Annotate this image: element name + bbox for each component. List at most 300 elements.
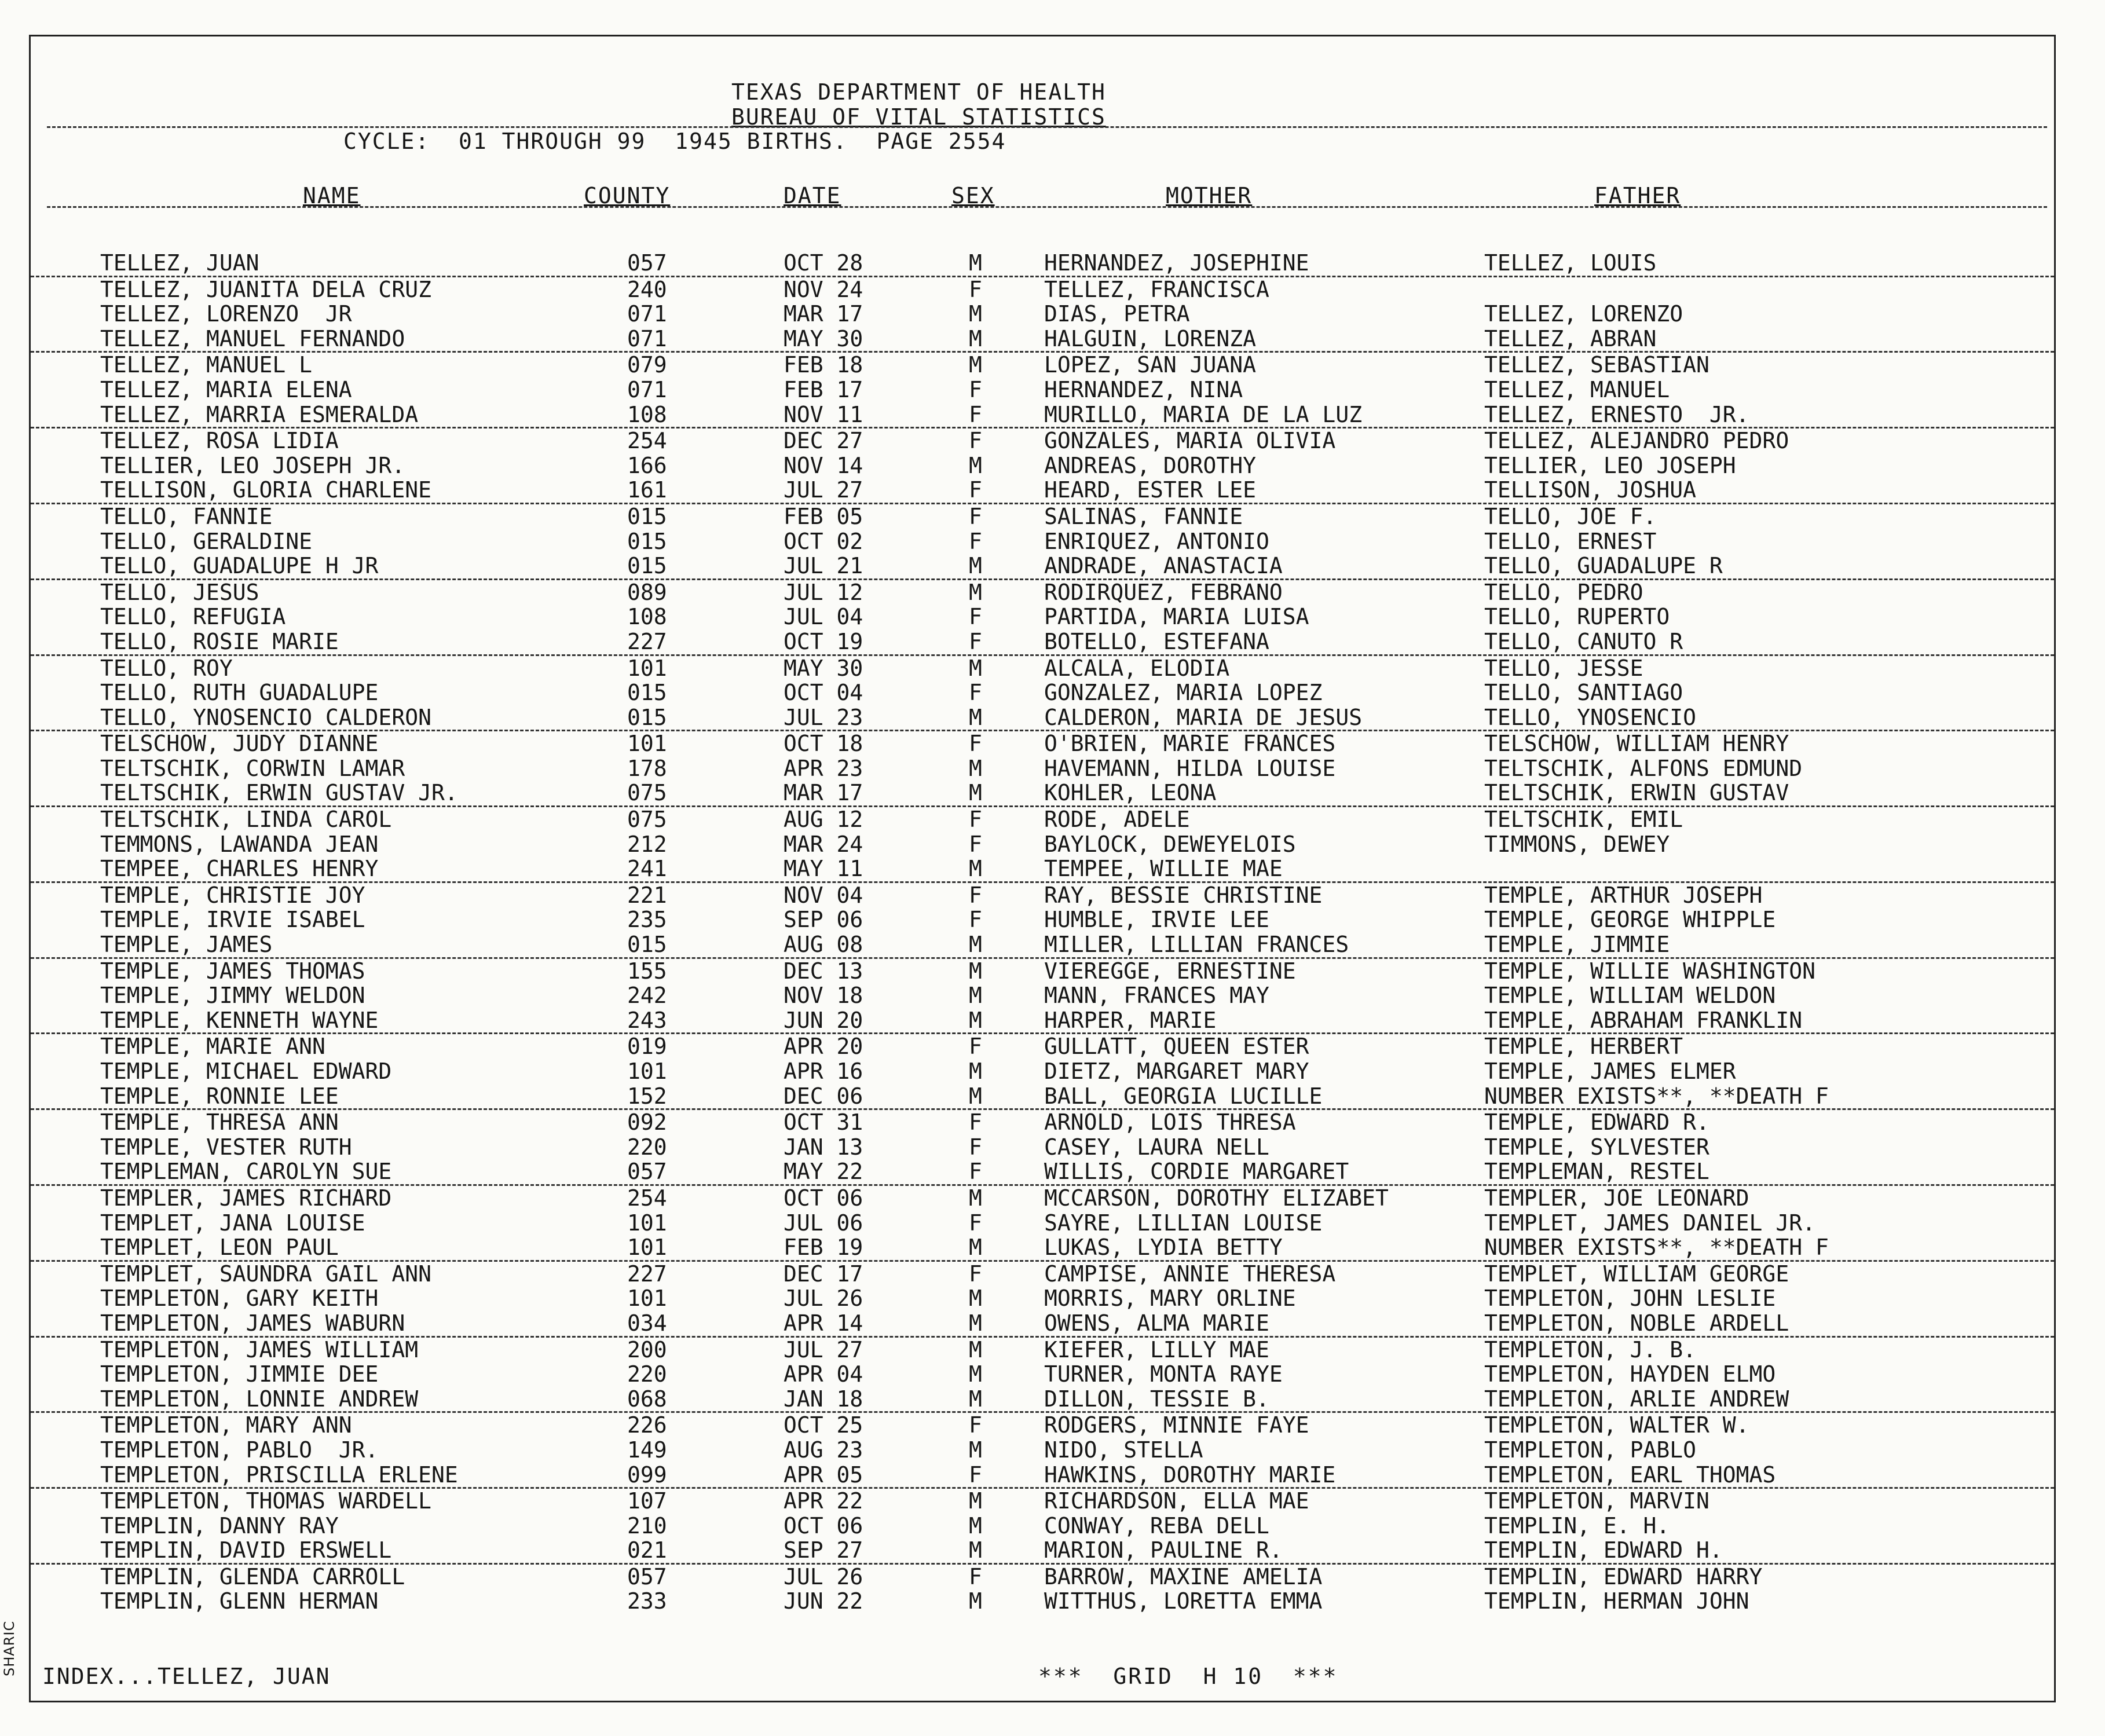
cell-name: TEMPLE, KENNETH WAYNE xyxy=(100,1007,379,1033)
cell-father: TEMPLETON, EARL THOMAS xyxy=(1484,1462,1776,1488)
table-row xyxy=(31,656,2054,681)
cell-name: TEMPLE, RONNIE LEE xyxy=(100,1083,339,1109)
cell-county: 071 xyxy=(627,325,667,351)
cell-mother: MCCARSON, DOROTHY ELIZABET xyxy=(1044,1185,1389,1211)
cell-name: TELLO, JESUS xyxy=(100,579,259,605)
cell-mother: TEMPEE, WILLIE MAE xyxy=(1044,856,1283,882)
cell-date: DEC 17 xyxy=(784,1261,863,1287)
cell-county: 235 xyxy=(627,907,667,933)
cell-date: MAR 24 xyxy=(784,831,863,857)
cell-sex: M xyxy=(969,755,982,781)
cell-date: OCT 28 xyxy=(784,250,863,276)
cell-sex: M xyxy=(969,856,982,882)
table-row xyxy=(31,781,2054,807)
cell-county: 178 xyxy=(627,755,667,781)
cell-sex: F xyxy=(969,1034,982,1060)
cell-sex: F xyxy=(969,1261,982,1287)
cell-mother: RODE, ADELE xyxy=(1044,807,1190,833)
cell-name: TEMPLET, JANA LOUISE xyxy=(100,1210,365,1236)
cell-father: TEMPLET, JAMES DANIEL JR. xyxy=(1484,1210,1815,1236)
cell-date: AUG 08 xyxy=(784,932,863,958)
column-header-county: COUNTY xyxy=(584,183,671,208)
cell-mother: MILLER, LILLIAN FRANCES xyxy=(1044,932,1349,958)
cell-date: MAY 22 xyxy=(784,1159,863,1185)
cell-father: TELLEZ, SEBASTIAN xyxy=(1484,352,1709,378)
cell-county: 233 xyxy=(627,1588,667,1614)
table-row xyxy=(31,605,2054,629)
table-row xyxy=(31,1135,2054,1160)
table-row xyxy=(31,1110,2054,1135)
cell-name: TELLIER, LEO JOSEPH JR. xyxy=(100,452,405,478)
cell-name: TEMPLE, IRVIE ISABEL xyxy=(100,907,365,933)
cell-mother: VIEREGGE, ERNESTINE xyxy=(1044,958,1296,984)
cell-county: 057 xyxy=(627,1159,667,1185)
cell-date: AUG 23 xyxy=(784,1437,863,1463)
cell-father: TEMPLEMAN, RESTEL xyxy=(1484,1159,1709,1185)
cell-county: 034 xyxy=(627,1310,667,1336)
table-row xyxy=(31,959,2054,984)
cell-name: TELLEZ, ROSA LIDIA xyxy=(100,428,339,454)
column-header-date: DATE xyxy=(784,183,841,208)
table-row xyxy=(31,807,2054,832)
cell-date: FEB 18 xyxy=(784,352,863,378)
cell-county: 101 xyxy=(627,655,667,681)
cell-county: 166 xyxy=(627,452,667,478)
cell-county: 101 xyxy=(627,731,667,757)
cell-date: OCT 18 xyxy=(784,731,863,757)
cell-sex: F xyxy=(969,1462,982,1488)
cell-sex: M xyxy=(969,1007,982,1033)
cell-county: 226 xyxy=(627,1412,667,1438)
cell-name: TELLEZ, MANUEL FERNANDO xyxy=(100,325,405,351)
cell-father: TEMPLE, WILLIE WASHINGTON xyxy=(1484,958,1815,984)
table-row xyxy=(31,1362,2054,1387)
cell-date: SEP 06 xyxy=(784,907,863,933)
cell-father: TELTSCHIK, ERWIN GUSTAV xyxy=(1484,780,1789,806)
cell-sex: F xyxy=(969,503,982,529)
cell-date: FEB 17 xyxy=(784,376,863,402)
cell-county: 015 xyxy=(627,528,667,554)
cell-father: TEMPLE, JAMES ELMER xyxy=(1484,1059,1736,1084)
cell-date: OCT 04 xyxy=(784,680,863,706)
cell-county: 015 xyxy=(627,503,667,529)
cell-county: 075 xyxy=(627,780,667,806)
table-row xyxy=(31,1008,2054,1035)
cell-sex: F xyxy=(969,831,982,857)
table-row xyxy=(31,1262,2054,1287)
cell-mother: HERNANDEZ, JOSEPHINE xyxy=(1044,250,1309,276)
cell-mother: BAYLOCK, DEWEYELOIS xyxy=(1044,831,1296,857)
cell-county: 220 xyxy=(627,1361,667,1387)
cell-sex: M xyxy=(969,1386,982,1412)
table-row xyxy=(31,428,2054,453)
cell-date: JUL 26 xyxy=(784,1563,863,1589)
cell-date: JUN 20 xyxy=(784,1007,863,1033)
table-row xyxy=(31,932,2054,959)
cell-father: TELTSCHIK, ALFONS EDMUND xyxy=(1484,755,1803,781)
cell-father: TEMPLETON, ARLIE ANDREW xyxy=(1484,1386,1789,1412)
cell-county: 015 xyxy=(627,553,667,579)
cell-county: 241 xyxy=(627,856,667,882)
birth-records-table xyxy=(31,251,2054,1614)
table-row xyxy=(31,1565,2054,1589)
cell-date: SEP 27 xyxy=(784,1537,863,1563)
cell-name: TEMPLIN, DAVID ERSWELL xyxy=(100,1537,392,1563)
cell-mother: BARROW, MAXINE AMELIA xyxy=(1044,1563,1323,1589)
cell-name: TEMPLET, LEON PAUL xyxy=(100,1235,339,1261)
table-row xyxy=(31,1338,2054,1363)
cell-date: OCT 25 xyxy=(784,1412,863,1438)
cell-name: TEMMONS, LAWANDA JEAN xyxy=(100,831,379,857)
cell-sex: M xyxy=(969,1336,982,1363)
table-row xyxy=(31,1538,2054,1565)
cell-date: JUL 27 xyxy=(784,1336,863,1363)
cell-county: 015 xyxy=(627,680,667,706)
cell-sex: M xyxy=(969,1537,982,1563)
cell-sex: F xyxy=(969,807,982,833)
cell-name: TEMPLEMAN, CAROLYN SUE xyxy=(100,1159,392,1185)
cell-name: TELLO, REFUGIA xyxy=(100,604,286,630)
cell-name: TEMPLETON, JAMES WILLIAM xyxy=(100,1336,419,1363)
cell-sex: F xyxy=(969,1210,982,1236)
cell-name: TELTSCHIK, LINDA CAROL xyxy=(100,807,392,833)
cell-county: 227 xyxy=(627,628,667,654)
table-row xyxy=(31,731,2054,756)
table-row xyxy=(31,327,2054,353)
table-row xyxy=(31,856,2054,883)
cell-county: 021 xyxy=(627,1537,667,1563)
table-row xyxy=(31,1159,2054,1186)
cell-father: TELSCHOW, WILLIAM HENRY xyxy=(1484,731,1789,757)
cell-sex: M xyxy=(969,1235,982,1261)
cell-sex: M xyxy=(969,1588,982,1614)
cell-county: 161 xyxy=(627,477,667,503)
cell-name: TEMPLE, JAMES xyxy=(100,932,273,958)
table-row xyxy=(31,1059,2054,1084)
cell-sex: M xyxy=(969,352,982,378)
cell-date: MAY 11 xyxy=(784,856,863,882)
cell-father: TEMPLETON, PABLO xyxy=(1484,1437,1697,1463)
cell-sex: M xyxy=(969,932,982,958)
table-row xyxy=(31,478,2054,504)
cell-mother: MURILLO, MARIA DE LA LUZ xyxy=(1044,401,1363,427)
cell-date: JUN 22 xyxy=(784,1588,863,1614)
cell-name: TEMPLETON, PRISCILLA ERLENE xyxy=(100,1462,458,1488)
cell-sex: M xyxy=(969,1512,982,1539)
cell-mother: O'BRIEN, MARIE FRANCES xyxy=(1044,731,1336,757)
cell-sex: F xyxy=(969,680,982,706)
cell-father: TEMPLETON, NOBLE ARDELL xyxy=(1484,1310,1789,1336)
cell-name: TELTSCHIK, CORWIN LAMAR xyxy=(100,755,405,781)
cell-county: 057 xyxy=(627,1563,667,1589)
cell-county: 071 xyxy=(627,301,667,327)
cell-sex: M xyxy=(969,958,982,984)
cell-county: 242 xyxy=(627,983,667,1009)
cell-date: JUL 23 xyxy=(784,704,863,730)
cell-county: 108 xyxy=(627,401,667,427)
cell-mother: GULLATT, QUEEN ESTER xyxy=(1044,1034,1309,1060)
table-row xyxy=(31,1084,2054,1111)
table-row xyxy=(31,453,2054,478)
cell-county: 221 xyxy=(627,882,667,908)
cell-father: TEMPLIN, EDWARD H. xyxy=(1484,1537,1723,1563)
cell-name: TELLEZ, JUANITA DELA CRUZ xyxy=(100,276,431,302)
cell-name: TELLEZ, LORENZO JR xyxy=(100,301,352,327)
cell-county: 108 xyxy=(627,604,667,630)
cell-sex: M xyxy=(969,301,982,327)
table-row xyxy=(31,705,2054,732)
cell-date: OCT 02 xyxy=(784,528,863,554)
cell-father: TELLEZ, ERNESTO JR. xyxy=(1484,401,1749,427)
cell-father: TEMPLIN, HERMAN JOHN xyxy=(1484,1588,1749,1614)
cell-mother: RAY, BESSIE CHRISTINE xyxy=(1044,882,1323,908)
cell-date: APR 05 xyxy=(784,1462,863,1488)
cell-name: TEMPLE, MICHAEL EDWARD xyxy=(100,1059,392,1084)
cell-county: 092 xyxy=(627,1109,667,1136)
cell-sex: M xyxy=(969,1285,982,1312)
cell-date: JAN 13 xyxy=(784,1134,863,1160)
cell-date: JUL 26 xyxy=(784,1285,863,1312)
cell-mother: MORRIS, MARY ORLINE xyxy=(1044,1285,1296,1312)
cell-mother: PARTIDA, MARIA LUISA xyxy=(1044,604,1309,630)
cell-sex: M xyxy=(969,553,982,579)
cell-name: TELLEZ, MARRIA ESMERALDA xyxy=(100,401,419,427)
cell-name: TEMPLE, MARIE ANN xyxy=(100,1034,325,1060)
cell-sex: M xyxy=(969,1437,982,1463)
cell-sex: F xyxy=(969,477,982,503)
cell-date: APR 20 xyxy=(784,1034,863,1060)
cell-father: TEMPLE, HERBERT xyxy=(1484,1034,1683,1060)
table-row xyxy=(31,504,2054,529)
table-row xyxy=(31,1438,2054,1463)
cell-mother: HAWKINS, DOROTHY MARIE xyxy=(1044,1462,1336,1488)
cell-county: 212 xyxy=(627,831,667,857)
cell-mother: CONWAY, REBA DELL xyxy=(1044,1512,1269,1539)
cell-date: DEC 06 xyxy=(784,1083,863,1109)
grid-footer: *** GRID H 10 *** xyxy=(1038,1664,1338,1689)
column-header-name: NAME xyxy=(303,183,361,208)
cell-date: MAY 30 xyxy=(784,325,863,351)
cell-name: TEMPLETON, LONNIE ANDREW xyxy=(100,1386,419,1412)
cell-name: TEMPLETON, JIMMIE DEE xyxy=(100,1361,379,1387)
cell-name: TEMPLETON, THOMAS WARDELL xyxy=(100,1488,431,1514)
cell-date: FEB 05 xyxy=(784,503,863,529)
cell-county: 071 xyxy=(627,376,667,402)
cell-date: DEC 13 xyxy=(784,958,863,984)
cell-mother: HARPER, MARIE xyxy=(1044,1007,1217,1033)
cell-county: 015 xyxy=(627,704,667,730)
cell-father: TELLO, CANUTO R xyxy=(1484,628,1683,654)
cell-mother: DIETZ, MARGARET MARY xyxy=(1044,1059,1309,1084)
cell-date: JAN 18 xyxy=(784,1386,863,1412)
cell-father: TELLO, PEDRO xyxy=(1484,579,1643,605)
cell-name: TELLO, GERALDINE xyxy=(100,528,313,554)
cell-mother: HALGUIN, LORENZA xyxy=(1044,325,1257,351)
cell-date: APR 04 xyxy=(784,1361,863,1387)
cell-mother: GONZALEZ, MARIA LOPEZ xyxy=(1044,680,1323,706)
cell-sex: F xyxy=(969,1159,982,1185)
cell-father: TIMMONS, DEWEY xyxy=(1484,831,1670,857)
cell-name: TEMPEE, CHARLES HENRY xyxy=(100,856,379,882)
cell-mother: BALL, GEORGIA LUCILLE xyxy=(1044,1083,1323,1109)
cell-sex: F xyxy=(969,628,982,654)
cell-father: TEMPLER, JOE LEONARD xyxy=(1484,1185,1749,1211)
cell-mother: ANDREAS, DOROTHY xyxy=(1044,452,1257,478)
cell-county: 099 xyxy=(627,1462,667,1488)
cell-sex: F xyxy=(969,1412,982,1438)
cell-father: NUMBER EXISTS**, **DEATH F xyxy=(1484,1235,1829,1261)
table-row xyxy=(31,378,2054,402)
cell-date: MAR 17 xyxy=(784,301,863,327)
table-row xyxy=(31,580,2054,605)
table-row xyxy=(31,1034,2054,1059)
column-header-rule xyxy=(47,206,2047,208)
cell-date: MAR 17 xyxy=(784,780,863,806)
cell-county: 254 xyxy=(627,1185,667,1211)
table-row xyxy=(31,353,2054,378)
table-row xyxy=(31,1387,2054,1413)
cell-name: TEMPLER, JAMES RICHARD xyxy=(100,1185,392,1211)
cell-mother: TURNER, MONTA RAYE xyxy=(1044,1361,1283,1387)
cell-sex: F xyxy=(969,528,982,554)
cell-sex: M xyxy=(969,1185,982,1211)
table-row xyxy=(31,277,2054,302)
cell-county: 019 xyxy=(627,1034,667,1060)
department-title: TEXAS DEPARTMENT OF HEALTH xyxy=(731,79,1106,105)
cell-father: TEMPLE, GEORGE WHIPPLE xyxy=(1484,907,1776,933)
cell-county: 068 xyxy=(627,1386,667,1412)
cell-mother: LOPEZ, SAN JUANA xyxy=(1044,352,1257,378)
table-row xyxy=(31,983,2054,1008)
cell-father: TELLEZ, LORENZO xyxy=(1484,301,1683,327)
cell-date: OCT 19 xyxy=(784,628,863,654)
cell-sex: M xyxy=(969,655,982,681)
cell-date: NOV 24 xyxy=(784,276,863,302)
cell-county: 227 xyxy=(627,1261,667,1287)
cell-county: 243 xyxy=(627,1007,667,1033)
cell-name: TEMPLETON, MARY ANN xyxy=(100,1412,352,1438)
cell-county: 254 xyxy=(627,428,667,454)
cell-name: TELLO, ROY xyxy=(100,655,233,681)
table-row xyxy=(31,1235,2054,1262)
cell-father: TEMPLIN, E. H. xyxy=(1484,1512,1670,1539)
cell-name: TEMPLETON, GARY KEITH xyxy=(100,1285,379,1312)
cell-name: TELLO, ROSIE MARIE xyxy=(100,628,339,654)
cell-county: 107 xyxy=(627,1488,667,1514)
cell-sex: F xyxy=(969,428,982,454)
cell-county: 089 xyxy=(627,579,667,605)
cell-sex: F xyxy=(969,1134,982,1160)
cell-county: 057 xyxy=(627,250,667,276)
table-row xyxy=(31,907,2054,932)
table-row xyxy=(31,1489,2054,1514)
cell-mother: RODGERS, MINNIE FAYE xyxy=(1044,1412,1309,1438)
cell-sex: M xyxy=(969,983,982,1009)
cell-name: TELLISON, GLORIA CHARLENE xyxy=(100,477,431,503)
cell-date: NOV 18 xyxy=(784,983,863,1009)
cell-name: TEMPLETON, PABLO JR. xyxy=(100,1437,379,1463)
cell-name: TEMPLIN, DANNY RAY xyxy=(100,1512,339,1539)
table-row xyxy=(31,1589,2054,1614)
cell-name: TELLO, FANNIE xyxy=(100,503,273,529)
cell-mother: RICHARDSON, ELLA MAE xyxy=(1044,1488,1309,1514)
cell-sex: F xyxy=(969,907,982,933)
cell-father: TELLEZ, MANUEL xyxy=(1484,376,1670,402)
cell-date: APR 22 xyxy=(784,1488,863,1514)
cell-father: TEMPLE, JIMMIE xyxy=(1484,932,1670,958)
cell-father: TELLO, RUPERTO xyxy=(1484,604,1670,630)
cell-sex: M xyxy=(969,1059,982,1084)
table-row xyxy=(31,1413,2054,1438)
cell-mother: ALCALA, ELODIA xyxy=(1044,655,1230,681)
cell-father: TEMPLE, EDWARD R. xyxy=(1484,1109,1709,1136)
cell-mother: MANN, FRANCES MAY xyxy=(1044,983,1269,1009)
cell-mother: CASEY, LAURA NELL xyxy=(1044,1134,1269,1160)
cell-father: TELLO, ERNEST xyxy=(1484,528,1657,554)
cell-name: TEMPLET, SAUNDRA GAIL ANN xyxy=(100,1261,431,1287)
table-row xyxy=(31,883,2054,908)
cell-father: TELLO, GUADALUPE R xyxy=(1484,553,1723,579)
cell-county: 240 xyxy=(627,276,667,302)
cell-county: 079 xyxy=(627,352,667,378)
cell-father: TELLO, YNOSENCIO xyxy=(1484,704,1697,730)
column-header-father: FATHER xyxy=(1594,183,1681,208)
cell-mother: ENRIQUEZ, ANTONIO xyxy=(1044,528,1269,554)
cell-sex: M xyxy=(969,780,982,806)
cell-county: 149 xyxy=(627,1437,667,1463)
cell-date: NOV 14 xyxy=(784,452,863,478)
cell-name: TEMPLIN, GLENDA CARROLL xyxy=(100,1563,405,1589)
cell-date: OCT 06 xyxy=(784,1512,863,1539)
index-footer: INDEX...TELLEZ, JUAN xyxy=(42,1664,331,1689)
cell-sex: F xyxy=(969,604,982,630)
cell-father: TEMPLIN, EDWARD HARRY xyxy=(1484,1563,1763,1589)
cell-sex: M xyxy=(969,1488,982,1514)
cell-mother: HUMBLE, IRVIE LEE xyxy=(1044,907,1269,933)
cell-sex: F xyxy=(969,731,982,757)
cell-date: NOV 11 xyxy=(784,401,863,427)
cell-name: TEMPLIN, GLENN HERMAN xyxy=(100,1588,379,1614)
cell-father: TEMPLETON, WALTER W. xyxy=(1484,1412,1749,1438)
cell-father: TELTSCHIK, EMIL xyxy=(1484,807,1683,833)
cell-date: NOV 04 xyxy=(784,882,863,908)
cell-father: TELLISON, JOSHUA xyxy=(1484,477,1697,503)
cell-name: TEMPLETON, JAMES WABURN xyxy=(100,1310,405,1336)
cell-county: 075 xyxy=(627,807,667,833)
cell-name: TELLEZ, MANUEL L xyxy=(100,352,313,378)
cell-sex: F xyxy=(969,376,982,402)
cell-county: 155 xyxy=(627,958,667,984)
sharic-margin-mark: SHARIC xyxy=(1,1620,17,1676)
cell-father: TEMPLETON, HAYDEN ELMO xyxy=(1484,1361,1776,1387)
cell-county: 210 xyxy=(627,1512,667,1539)
cell-father: TEMPLETON, MARVIN xyxy=(1484,1488,1709,1514)
cell-name: TELLO, GUADALUPE H JR xyxy=(100,553,379,579)
cell-date: APR 23 xyxy=(784,755,863,781)
cell-sex: M xyxy=(969,1310,982,1336)
header-rule xyxy=(47,126,2047,128)
cell-father: TELLIER, LEO JOSEPH xyxy=(1484,452,1736,478)
cell-mother: BOTELLO, ESTEFANA xyxy=(1044,628,1269,654)
cell-mother: LUKAS, LYDIA BETTY xyxy=(1044,1235,1283,1261)
cell-mother: WITTHUS, LORETTA EMMA xyxy=(1044,1588,1323,1614)
cell-sex: F xyxy=(969,1563,982,1589)
cell-father: TEMPLE, ABRAHAM FRANKLIN xyxy=(1484,1007,1803,1033)
cell-father: TELLO, JOE F. xyxy=(1484,503,1657,529)
cell-county: 200 xyxy=(627,1336,667,1363)
table-row xyxy=(31,1286,2054,1311)
cell-sex: M xyxy=(969,452,982,478)
